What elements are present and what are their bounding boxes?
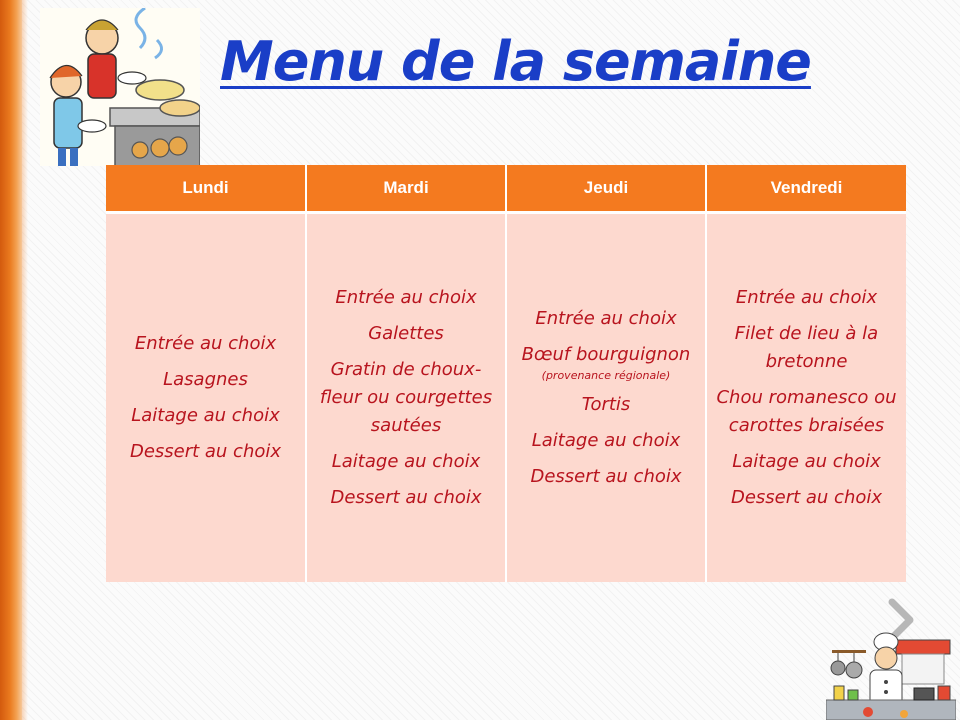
menu-cell-jeudi: [506, 213, 706, 583]
menu-item: Entrée au choix: [535, 308, 677, 329]
menu-item: Dessert au choix: [330, 487, 482, 508]
chef-kitchen-clipart: [826, 620, 956, 720]
menu-cell-lundi: [106, 213, 306, 583]
menu-item: Laitage au choix: [331, 451, 481, 472]
menu-item: Entrée au choix: [735, 287, 878, 308]
left-decorative-bar: [0, 0, 22, 720]
weekly-menu-table: [106, 165, 906, 582]
menu-item: Galettes: [368, 323, 444, 344]
menu-item: Dessert au choix: [530, 466, 682, 487]
menu-item: Entrée au choix: [335, 287, 477, 308]
menu-item: Laitage au choix: [732, 451, 881, 472]
header-vendredi: Vendredi: [706, 165, 906, 213]
table-row: [106, 213, 906, 583]
menu-item-note: (provenance régionale): [541, 369, 671, 382]
menu-item: Laitage au choix: [131, 405, 280, 426]
menu-item: Gratin de choux-fleur ou courgettes sautées: [319, 359, 493, 436]
kids-cafeteria-clipart: [40, 8, 200, 166]
menu-item: Dessert au choix: [129, 441, 282, 462]
menu-item: Laitage au choix: [531, 430, 681, 451]
header-jeudi: Jeudi: [506, 165, 706, 213]
table-header-row: [106, 165, 906, 213]
header-mardi: Mardi: [306, 165, 506, 213]
menu-item: Chou romanesco ou carottes braisées: [716, 387, 897, 436]
menu-item: Entrée au choix: [134, 333, 277, 354]
menu-item: Bœuf bourguignon: [521, 344, 691, 365]
header-lundi: Lundi: [106, 165, 306, 213]
menu-item: Filet de lieu à la bretonne: [734, 323, 879, 372]
menu-item: Dessert au choix: [730, 487, 883, 508]
menu-item: Tortis: [581, 394, 631, 415]
menu-item: Lasagnes: [163, 369, 248, 390]
menu-cell-mardi: [306, 213, 506, 583]
page-title: Menu de la semaine: [220, 30, 811, 93]
menu-cell-vendredi: [706, 213, 906, 583]
